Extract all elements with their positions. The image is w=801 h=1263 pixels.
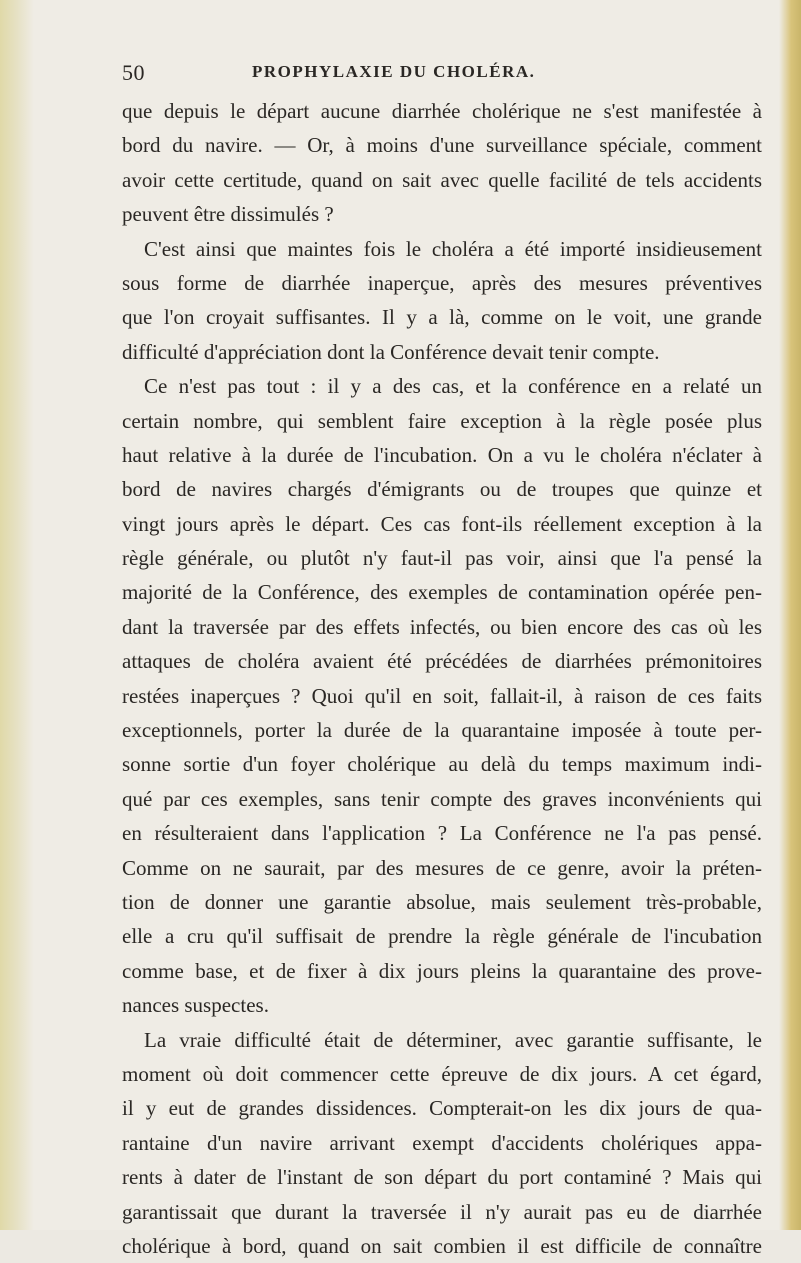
- text-line: sous forme de diarrhée inaperçue, après des mesures préventives: [122, 270, 762, 295]
- text-line: Comme on ne saurait, par des mesures de ce genre, avoir la préten-: [122, 855, 762, 880]
- text-line: comme base, et de fixer à dix jours pleins la quarantaine des prove-: [122, 958, 762, 983]
- text-line: exceptionnels, porter la durée de la quarantaine imposée à toute per-: [122, 718, 762, 743]
- text-line: majorité de la Conférence, des exemples de contamination opérée pen-: [122, 580, 762, 605]
- text-line: tion de donner une garantie absolue, mais seulement très-probable,: [122, 889, 762, 914]
- text-line: que depuis le départ aucune diarrhée cholérique ne s'est manifestée à: [122, 99, 762, 123]
- text-line: dant la traversée par des effets infectés, ou bien encore des cas où les: [122, 614, 762, 639]
- text-line: garantissait que durant la traversée il n'y aurait pas eu de diarrhée: [122, 1199, 762, 1224]
- text-line: elle a cru qu'il suffisait de prendre la règle générale de l'incubation: [122, 924, 762, 949]
- page-number: 50: [122, 60, 145, 85]
- body-text: [122, 94, 762, 1263]
- text-line: que l'on croyait suffisantes. Il y a là, comme on le voit, une grande: [122, 305, 762, 330]
- text-line: règle générale, ou plutôt n'y faut-il pas voir, ainsi que l'a pensé la: [122, 546, 762, 571]
- text-line: bord de navires chargés d'émigrants ou de troupes que quinze et: [122, 477, 762, 502]
- text-line: nances suspectes.: [122, 993, 269, 1018]
- running-title: PROPHYLAXIE DU CHOLÉRA.: [252, 62, 536, 81]
- text-line: La vraie difficulté était de déterminer, avec garantie suffisante, le: [144, 1027, 762, 1052]
- text-line: qué par ces exemples, sans tenir compte des graves inconvénients qui: [122, 786, 762, 811]
- text-line: difficulté d'appréciation dont la Conférence devait tenir compte.: [122, 339, 660, 364]
- text-line: cholérique à bord, quand on sait combien il est difficile de connaître: [122, 1233, 762, 1258]
- text-line: C'est ainsi que maintes fois le choléra a été importé insidieusement: [144, 236, 762, 261]
- text-line: en résulteraient dans l'application ? La Conférence ne l'a pas pensé.: [122, 821, 762, 846]
- text-line: certain nombre, qui semblent faire exception à la règle posée plus: [122, 408, 762, 433]
- text-line: moment où doit commencer cette épreuve de dix jours. A cet égard,: [122, 1061, 762, 1086]
- page-edge-discoloration: [779, 0, 801, 1230]
- page-header: [122, 60, 762, 90]
- text-line: avoir cette certitude, quand on sait avec quelle facilité de tels accidents: [122, 167, 762, 192]
- text-line: attaques de choléra avaient été précédées de diarrhées prémonitoires: [122, 649, 762, 674]
- text-line: il y eut de grandes dissidences. Compterait-on les dix jours de qua-: [122, 1096, 762, 1121]
- text-line: restées inaperçues ? Quoi qu'il en soit, fallait-il, à raison de ces faits: [122, 683, 762, 708]
- page-gutter-shadow: [0, 0, 34, 1230]
- text-line: rents à dater de l'instant de son départ du port contaminé ? Mais qui: [122, 1165, 762, 1190]
- text-line: haut relative à la durée de l'incubation. On a vu le choléra n'éclater à: [122, 442, 762, 467]
- text-line: bord du navire. — Or, à moins d'une surveillance spéciale, comment: [122, 133, 762, 158]
- text-line: Ce n'est pas tout : il y a des cas, et la conférence en a relaté un: [144, 374, 762, 399]
- text-line: sonne sortie d'un foyer cholérique au delà du temps maximum indi-: [122, 752, 762, 777]
- text-line: vingt jours après le départ. Ces cas font-ils réellement exception à la: [122, 511, 762, 536]
- text-line: rantaine d'un navire arrivant exempt d'accidents cholériques appa-: [122, 1130, 762, 1155]
- text-line: peuvent être dissimulés ?: [122, 202, 334, 227]
